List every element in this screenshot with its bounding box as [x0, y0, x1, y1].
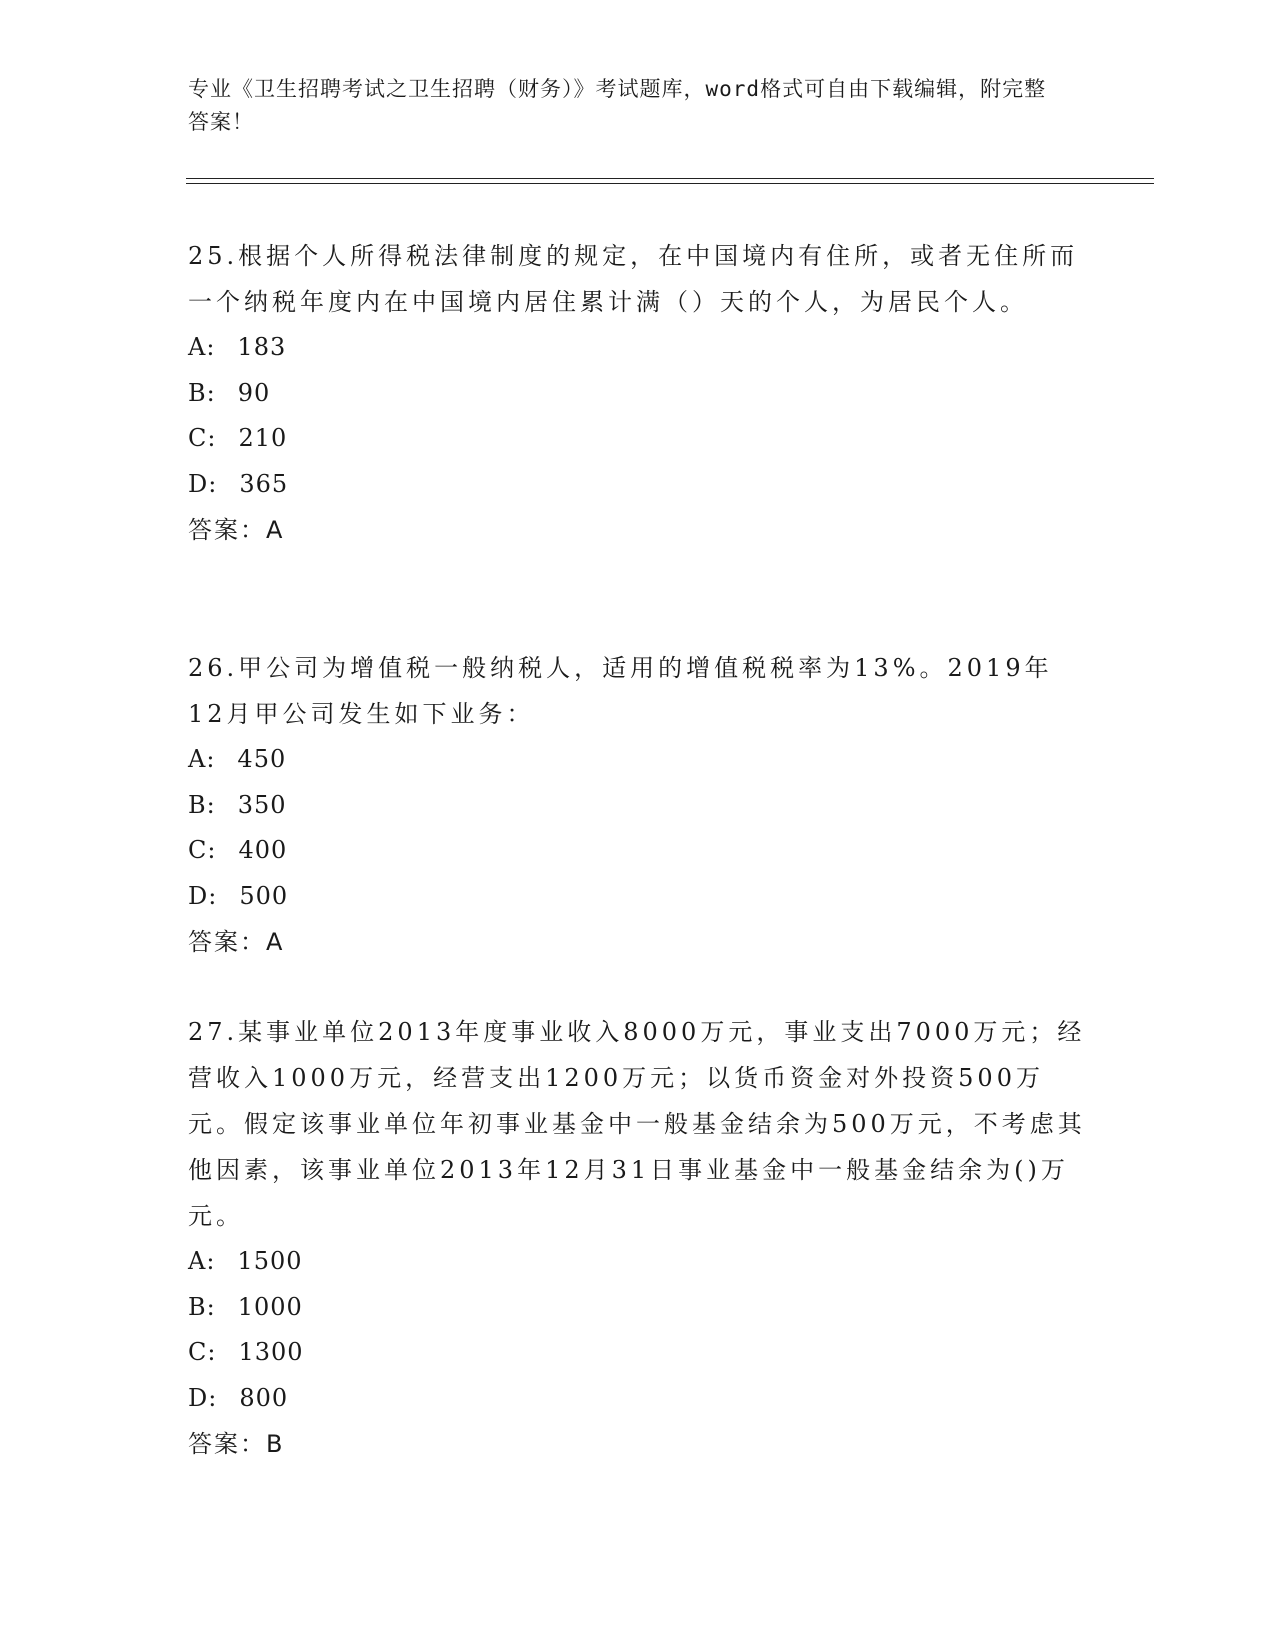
option-value: 450	[237, 745, 287, 773]
option-value: 500	[239, 881, 289, 910]
option-letter: C:	[188, 424, 217, 452]
options-list	[188, 1239, 1088, 1421]
option-value: 210	[238, 424, 288, 452]
option-value: 1300	[238, 1338, 304, 1366]
option-letter: D:	[188, 1383, 218, 1412]
question-text: 25.根据个人所得税法律制度的规定，在中国境内有住所，或者无住所而一个纳税年度内在中国境内居住累计满（）天的个人，为居民个人。	[188, 242, 1079, 316]
option-a	[188, 737, 1088, 783]
option-value: 1000	[237, 1292, 303, 1321]
option-letter: D:	[188, 469, 218, 498]
question-25	[188, 233, 1088, 553]
header-divider-top	[186, 178, 1154, 179]
question-26	[188, 645, 1088, 965]
option-letter: D:	[188, 881, 218, 910]
answer-line: 答案：A	[188, 516, 285, 544]
option-letter: A:	[188, 333, 216, 361]
option-b	[188, 783, 1088, 829]
option-c	[188, 1330, 1088, 1376]
option-letter: C:	[188, 1338, 217, 1366]
option-c	[188, 828, 1088, 874]
option-value: 365	[239, 469, 289, 498]
option-letter: B:	[188, 1292, 216, 1321]
option-letter: B:	[188, 790, 216, 819]
question-text: 26.甲公司为增值税一般纳税人，适用的增值税税率为13%。2019年12月甲公司发生如下业务：	[188, 654, 1053, 728]
option-a	[188, 325, 1088, 371]
header-divider-bottom	[186, 183, 1154, 184]
option-value: 90	[237, 378, 271, 407]
option-d	[188, 462, 1088, 508]
option-b	[188, 1285, 1088, 1331]
option-value: 800	[239, 1383, 289, 1412]
option-value: 400	[238, 836, 288, 864]
question-text: 27.某事业单位2013年度事业收入8000万元，事业支出7000万元；经营收入1000万元，经营支出1200万元；以货币资金对外投资500万元。假定该事业单位年初事业基金中一般基金结余为500万元，不考虑其他因素，该事业单位2013年12月31日事业基金中一般基金结余为()万元。	[188, 1018, 1086, 1230]
option-d	[188, 1376, 1088, 1422]
option-b	[188, 371, 1088, 417]
document-header: 专业《卫生招聘考试之卫生招聘（财务）》考试题库，word格式可自由下载编辑，附完整答案！	[188, 77, 1047, 134]
answer-line: 答案：A	[188, 928, 285, 956]
options-list	[188, 325, 1088, 507]
option-value: 183	[237, 333, 287, 361]
option-c	[188, 416, 1088, 462]
option-letter: B:	[188, 378, 216, 407]
option-letter: A:	[188, 745, 216, 773]
option-value: 350	[237, 790, 287, 819]
answer-line: 答案：B	[188, 1430, 285, 1458]
question-27	[188, 1009, 1088, 1467]
option-letter: A:	[188, 1247, 216, 1275]
option-letter: C:	[188, 836, 217, 864]
options-list	[188, 737, 1088, 919]
option-a	[188, 1239, 1088, 1285]
option-value: 1500	[237, 1247, 303, 1275]
option-d	[188, 874, 1088, 920]
